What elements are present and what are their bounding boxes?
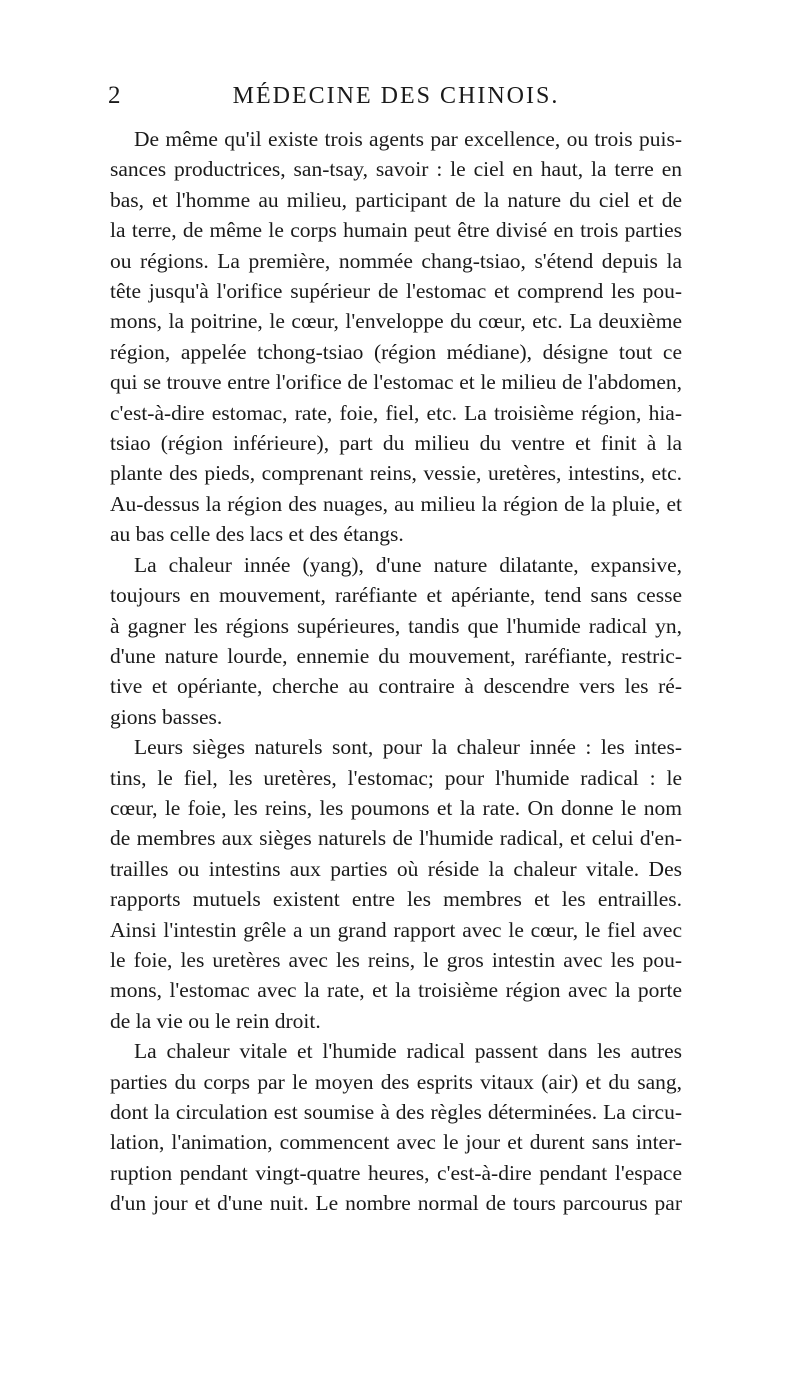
text-line: mons, la poitrine, le cœur, l'enveloppe du cœur, etc. La deuxième bbox=[110, 309, 682, 334]
text-line: la terre, de même le corps humain peut être divisé en trois parties bbox=[110, 218, 682, 243]
text-line: sances productrices, san-tsay, savoir : le ciel en haut, la terre en bbox=[110, 157, 682, 182]
text-line: le foie, les uretères avec les reins, le gros intestin avec les pou- bbox=[110, 947, 682, 972]
running-title: MÉDECINE DES CHINOIS. bbox=[232, 82, 560, 109]
text-line: lation, l'animation, commencent avec le jour et durent sans inter- bbox=[110, 1130, 682, 1155]
text-line: tsiao (région inférieure), part du milieu du ventre et finit à la bbox=[110, 431, 682, 456]
text-line: région, appelée tchong-tsiao (région médiane), désigne tout ce bbox=[110, 339, 682, 364]
text-line: de la vie ou le rein droit. bbox=[110, 1008, 321, 1033]
text-line: à gagner les régions supérieures, tandis que l'humide radical yn, bbox=[110, 613, 682, 638]
text-line: Ainsi l'intestin grêle a un grand rapport avec le cœur, le fiel avec bbox=[110, 917, 682, 942]
text-line: d'un jour et d'une nuit. Le nombre normal de tours parcourus par bbox=[110, 1191, 682, 1216]
page-number: 2 bbox=[108, 82, 121, 109]
body-text bbox=[110, 124, 682, 1219]
text-line: mons, l'estomac avec la rate, et la troisième région avec la porte bbox=[110, 978, 682, 1003]
text-line: bas, et l'homme au milieu, participant de la nature du ciel et de bbox=[110, 187, 682, 212]
text-line: tins, le fiel, les uretères, l'estomac; pour l'humide radical : le bbox=[110, 765, 682, 790]
text-line: dont la circulation est soumise à des règles déterminées. La circu- bbox=[110, 1100, 682, 1124]
text-line: cœur, le foie, les reins, les poumons et la rate. On donne le nom bbox=[110, 795, 682, 820]
text-line: De même qu'il existe trois agents par excellence, ou trois puis- bbox=[134, 127, 682, 151]
page-header bbox=[108, 78, 684, 114]
text-line: tive et opériante, cherche au contraire à descendre vers les ré- bbox=[110, 674, 682, 699]
text-line: plante des pieds, comprenant reins, vessie, uretères, intestins, etc. bbox=[110, 461, 682, 486]
text-line: d'une nature lourde, ennemie du mouvement, raréfiante, restric- bbox=[110, 643, 682, 668]
text-line: c'est-à-dire estomac, rate, foie, fiel, etc. La troisième région, hia- bbox=[110, 400, 682, 425]
text-line: ruption pendant vingt-quatre heures, c'est-à-dire pendant l'espace bbox=[110, 1160, 682, 1185]
text-line: parties du corps par le moyen des esprits vitaux (air) et du sang, bbox=[110, 1069, 682, 1094]
text-line: toujours en mouvement, raréfiante et apériante, tend sans cesse bbox=[110, 583, 682, 608]
text-line: trailles ou intestins aux parties où réside la chaleur vitale. Des bbox=[110, 856, 682, 881]
text-line: Au-dessus la région des nuages, au milieu la région de la pluie, et bbox=[110, 491, 682, 516]
text-line: Leurs sièges naturels sont, pour la chaleur innée : les intes- bbox=[134, 735, 682, 760]
text-line: gions basses. bbox=[110, 704, 223, 729]
text-line: de membres aux sièges naturels de l'humide radical, et celui d'en- bbox=[110, 826, 682, 851]
text-line: La chaleur innée (yang), d'une nature dilatante, expansive, bbox=[134, 552, 682, 577]
text-line: rapports mutuels existent entre les membres et les entrailles. bbox=[110, 887, 682, 912]
text-line: ou régions. La première, nommée chang-tsiao, s'étend depuis la bbox=[110, 248, 682, 273]
text-line: tête jusqu'à l'orifice supérieur de l'estomac et comprend les pou- bbox=[110, 279, 682, 304]
text-line: au bas celle des lacs et des étangs. bbox=[110, 522, 404, 547]
text-line: qui se trouve entre l'orifice de l'estomac et le milieu de l'abdomen, bbox=[110, 370, 682, 395]
text-line: La chaleur vitale et l'humide radical passent dans les autres bbox=[134, 1039, 682, 1064]
